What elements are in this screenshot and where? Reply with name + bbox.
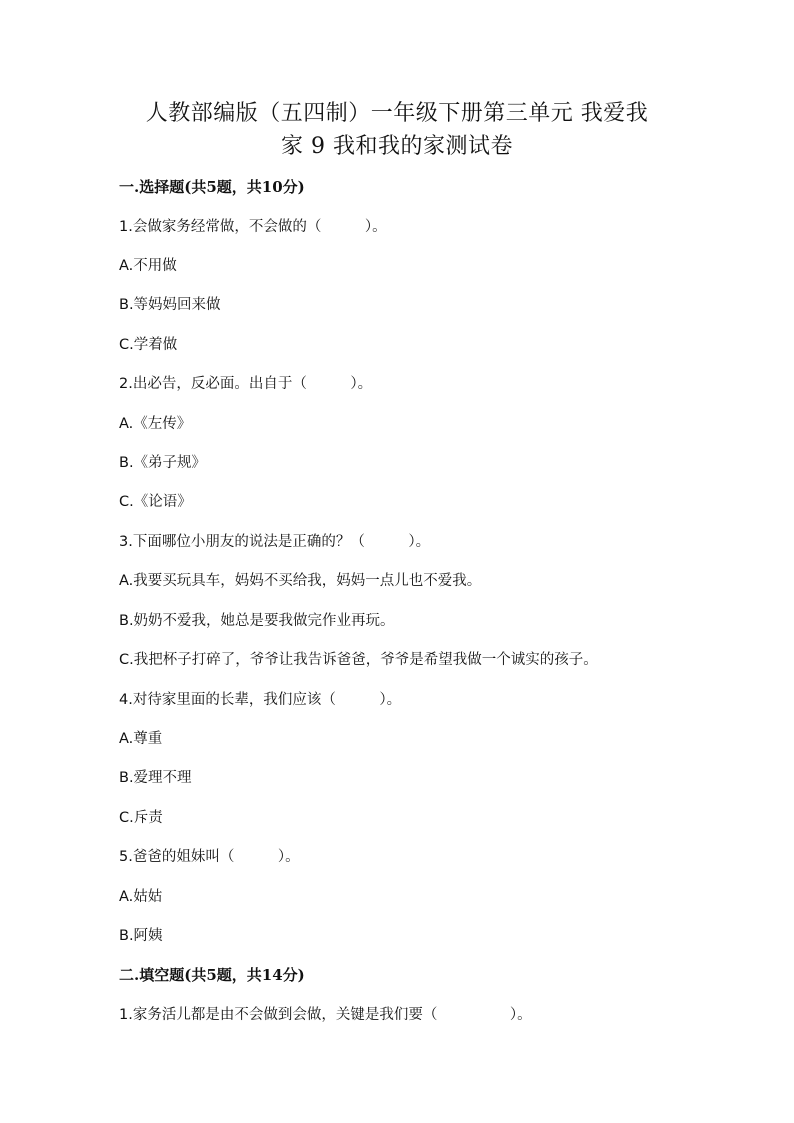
question-5-option-b: B.阿姨 <box>119 928 163 944</box>
question-3-option-b: B.奶奶不爱我，她总是要我做完作业再玩。 <box>119 613 395 629</box>
question-1-option-b: B.等妈妈回来做 <box>119 297 221 313</box>
question-1: 1.会做家务经常做，不会做的（ ）。 <box>119 219 387 235</box>
page-title <box>100 97 694 163</box>
question-5-option-a: A.姑姑 <box>119 889 163 905</box>
fill-blank-question-1: 1.家务活儿都是由不会做到会做，关键是我们要（ ）。 <box>119 1007 532 1023</box>
title-line-1: 人教部编版（五四制）一年级下册第三单元 我爱我 <box>145 101 649 126</box>
question-3-option-a: A.我要买玩具车，妈妈不买给我，妈妈一点儿也不爱我。 <box>119 573 482 589</box>
question-1-option-c: C.学着做 <box>119 337 178 353</box>
question-4-option-c: C.斥责 <box>119 810 163 826</box>
question-3-option-c: C.我把杯子打碎了，爷爷让我告诉爸爸，爷爷是希望我做一个诚实的孩子。 <box>119 652 598 668</box>
question-3: 3.下面哪位小朋友的说法是正确的？（ ）。 <box>119 534 431 550</box>
question-1-option-a: A.不用做 <box>119 258 177 274</box>
question-4-option-b: B.爱理不理 <box>119 770 192 786</box>
question-2-option-a: A.《左传》 <box>119 416 192 432</box>
section-heading-choice: 一.选择题(共5题，共10分) <box>119 178 305 196</box>
question-4: 4.对待家里面的长辈，我们应该（ ）。 <box>119 692 402 708</box>
section-heading-fill-blank: 二.填空题(共5题，共14分) <box>119 966 305 984</box>
question-5: 5.爸爸的姐妹叫（ ）。 <box>119 849 300 865</box>
title-line-2: 家 9 我和我的家测试卷 <box>281 134 513 159</box>
question-2-option-c: C.《论语》 <box>119 494 192 510</box>
question-4-option-a: A.尊重 <box>119 731 163 747</box>
question-2: 2.出必告，反必面。出自于（ ）。 <box>119 376 373 392</box>
question-2-option-b: B.《弟子规》 <box>119 455 207 471</box>
